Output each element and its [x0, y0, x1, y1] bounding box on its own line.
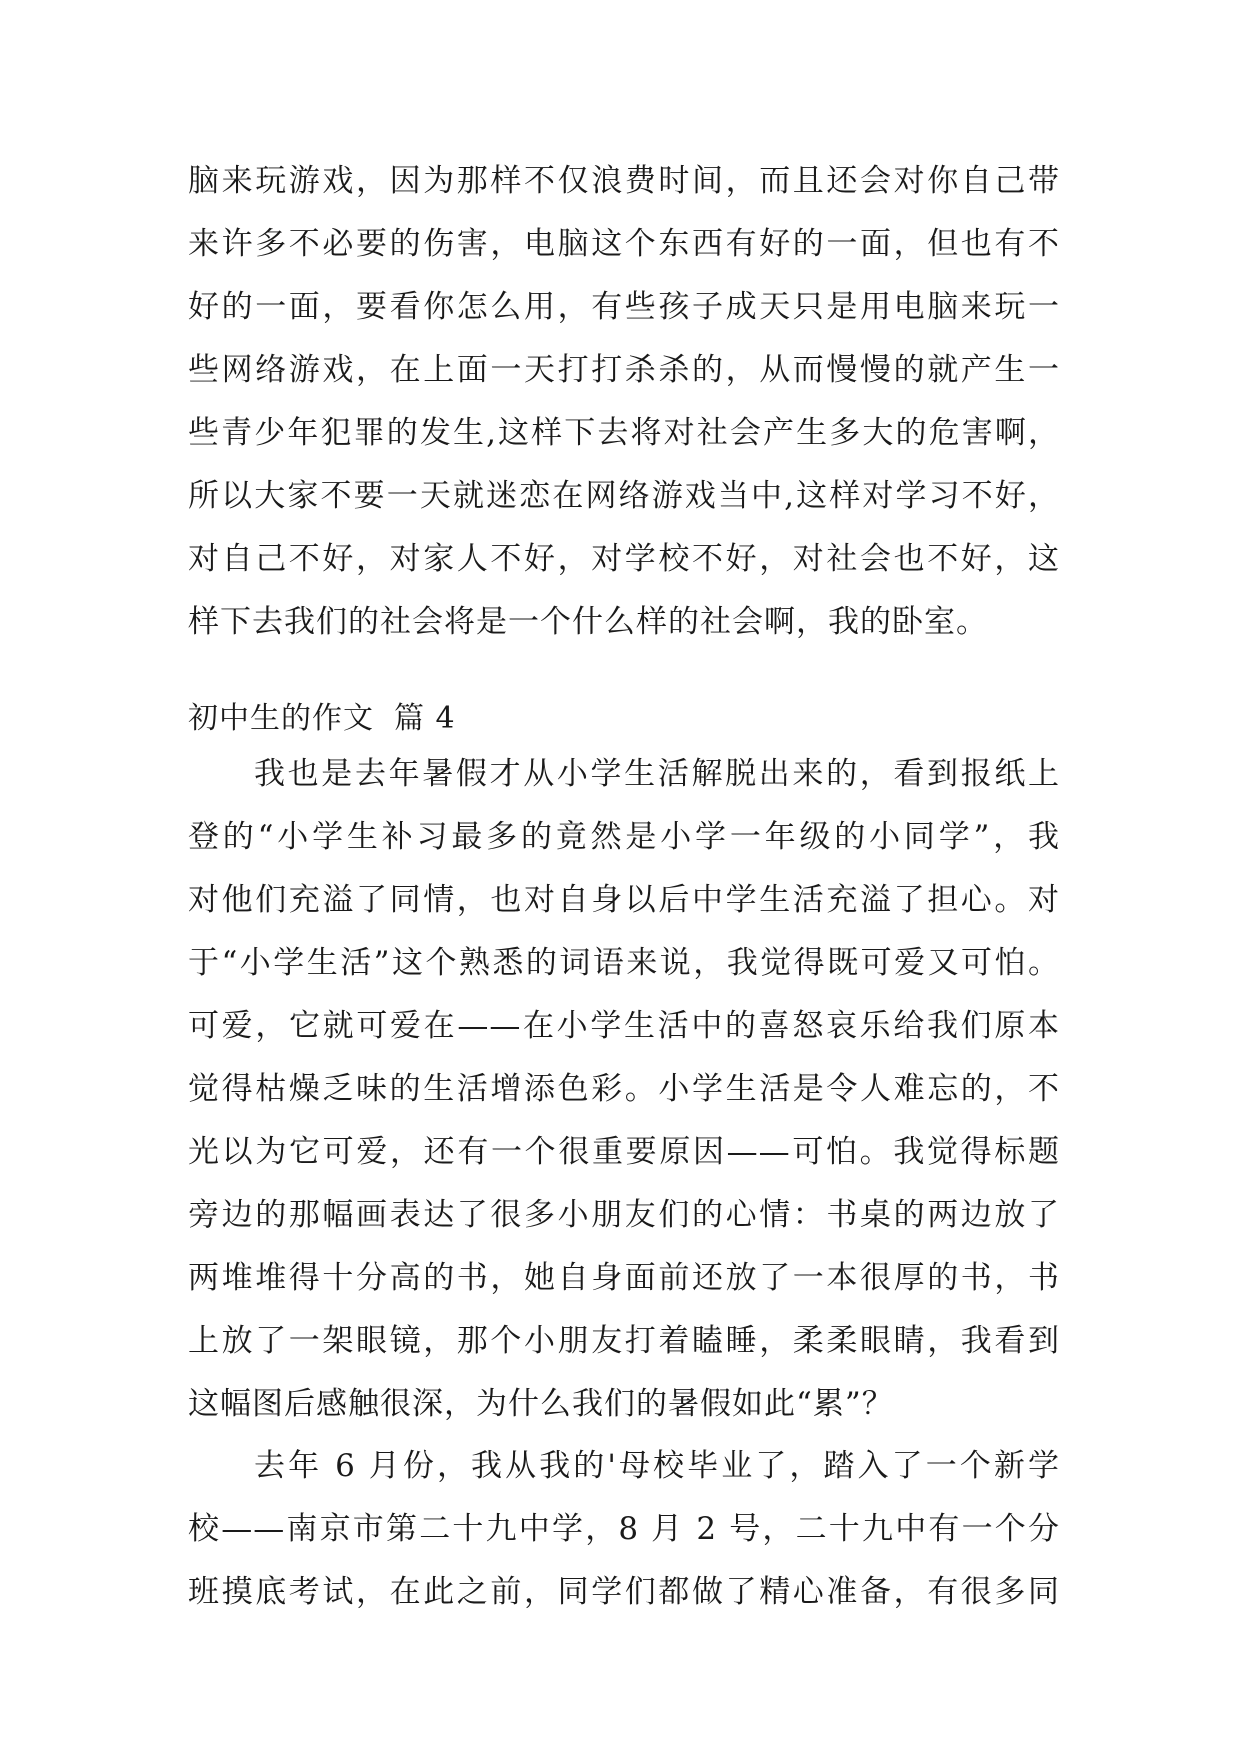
text-line: 旁边的那幅画表达了很多小朋友们的心情：书桌的两边放了	[188, 1197, 1060, 1233]
text-line: 校——南京市第二十九中学，8 月 2 号，二十九中有一个分	[188, 1511, 1060, 1547]
text-line: 好的一面，要看你怎么用，有些孩子成天只是用电脑来玩一	[188, 289, 1060, 325]
text-line: 这幅图后感触很深，为什么我们的暑假如此“累”？	[188, 1386, 894, 1422]
text-line: 脑来玩游戏，因为那样不仅浪费时间，而且还会对你自己带	[188, 163, 1060, 199]
paragraph-two	[188, 1435, 1060, 1624]
text-line: 两堆堆得十分高的书，她自身面前还放了一本很厚的书，书	[188, 1260, 1060, 1296]
section-heading	[188, 694, 456, 744]
text-line: 可爱，它就可爱在——在小学生活中的喜怒哀乐给我们原本	[188, 1008, 1060, 1044]
continued-paragraph	[188, 150, 1060, 654]
paragraph-one	[188, 743, 1060, 1436]
text-line: 光以为它可爱，还有一个很重要原因——可怕。我觉得标题	[188, 1134, 1060, 1170]
text-line: 我也是去年暑假才从小学生活解脱出来的，看到报纸上	[254, 756, 1060, 792]
section-number: 篇 4	[394, 701, 456, 736]
text-line: 觉得枯燥乏味的生活增添色彩。小学生活是令人难忘的，不	[188, 1071, 1060, 1107]
text-line: 于“小学生活”这个熟悉的词语来说，我觉得既可爱又可怕。	[188, 945, 1060, 981]
text-line: 样下去我们的社会将是一个什么样的社会啊，我的卧室。	[188, 604, 988, 640]
section-title: 初中生的作文	[188, 701, 374, 736]
text-line: 对自己不好，对家人不好，对学校不好，对社会也不好，这	[188, 541, 1060, 577]
text-line: 班摸底考试，在此之前，同学们都做了精心准备，有很多同	[188, 1574, 1060, 1610]
text-line: 所以大家不要一天就迷恋在网络游戏当中,这样对学习不好，	[188, 478, 1060, 514]
text-line: 些网络游戏，在上面一天打打杀杀的，从而慢慢的就产生一	[188, 352, 1060, 388]
text-line: 来许多不必要的伤害，电脑这个东西有好的一面，但也有不	[188, 226, 1060, 262]
text-line: 些青少年犯罪的发生,这样下去将对社会产生多大的危害啊，	[188, 415, 1060, 451]
text-line: 对他们充溢了同情，也对自身以后中学生活充溢了担心。对	[188, 882, 1060, 918]
text-line: 上放了一架眼镜，那个小朋友打着瞌睡，柔柔眼睛，我看到	[188, 1323, 1060, 1359]
text-line: 登的“小学生补习最多的竟然是小学一年级的小同学”，我	[188, 819, 1060, 855]
text-line: 去年 6 月份，我从我的'母校毕业了，踏入了一个新学	[254, 1448, 1060, 1484]
